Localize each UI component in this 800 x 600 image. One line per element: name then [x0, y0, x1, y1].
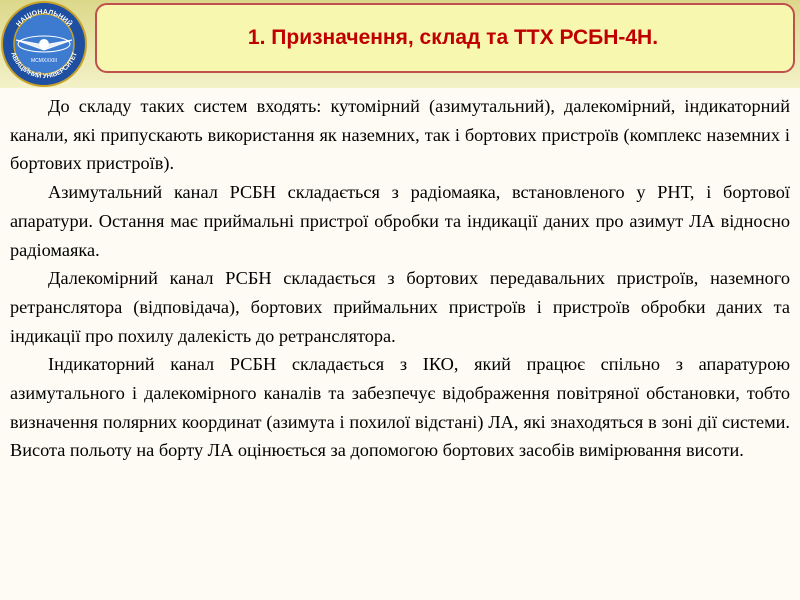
university-seal-icon [0, 0, 88, 88]
paragraph-systems-composition: До складу таких систем входять: кутомірний (азимутальний), далекомірний, індикаторний канали, які припускають використання як наземних, так і бортових пристроїв (комплекс наземних і бортових пристроїв). [10, 96, 790, 174]
paragraph-indicator-channel: Індикаторний канал РСБН складається з ІКО, який працює спільно з апаратурою азимутального і далекомірного каналів та забезпечує відображення повітряної обстановки, тобто визначення полярних координат (азимута і похилої відстані) ЛА, які знаходяться в зоні дії системи. Висота польоту на борту ЛА оцінюється за допомогою бортових засобів вимірювання висоти. [10, 354, 790, 461]
slide-title: 1. Призначення, склад та ТТХ РСБН-4Н. [95, 3, 795, 73]
body-text [10, 92, 790, 465]
paragraph-range-channel: Далекомірний канал РСБН складається з бортових передавальних пристроїв, наземного ретранслятора (відповідача), бортових приймальних пристроїв і пристроїв обробки даних та індикації про похилу далекість до ретранслятора. [10, 268, 790, 346]
logo-caption-top: НАЦІОНАЛЬНИЙ [15, 8, 73, 29]
logo-caption-bottom: АВІАЦІЙНИЙ УНІВЕРСИТЕТ [9, 51, 79, 81]
logo-year: MCMXXXIII [30, 58, 58, 64]
paragraph-azimuth-channel: Азимутальний канал РСБН складається з радіомаяка, встановленого у РНТ, і бортової апаратури. Остання має приймальні пристрої обробки та індикації даних про азимут ЛА відносно радіомаяка. [10, 182, 790, 260]
